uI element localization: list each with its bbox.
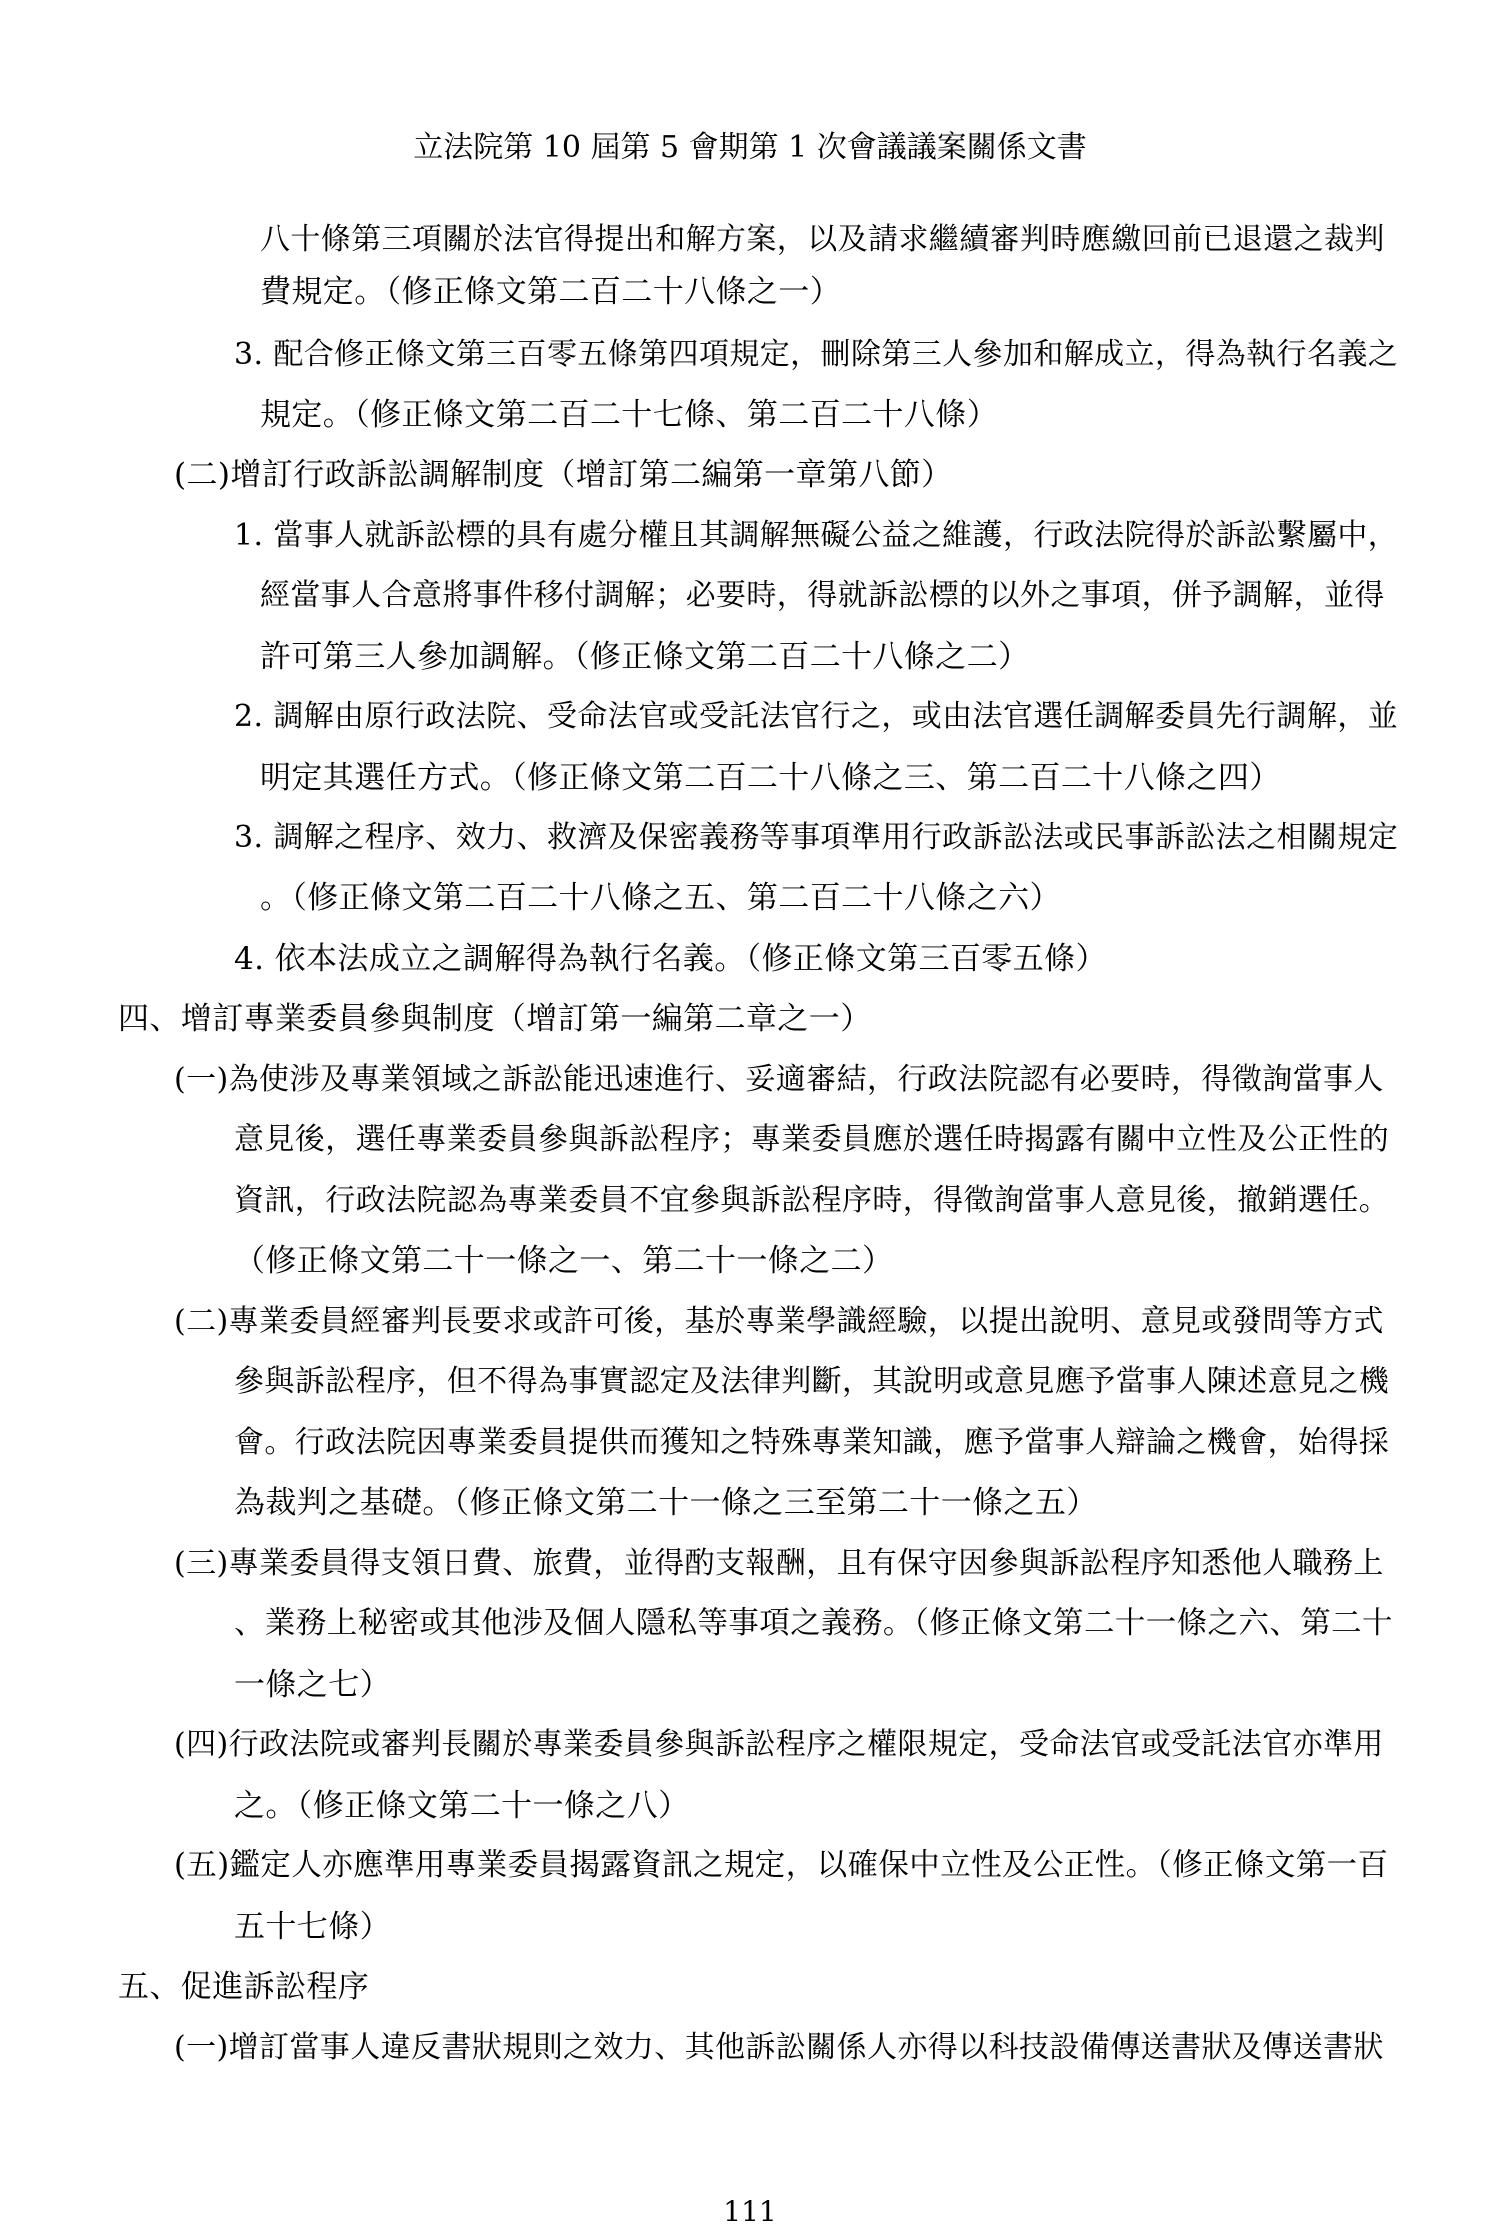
text-line: 費規定。（修正條文第二百二十八條之一）: [260, 274, 842, 310]
section-heading: 四、增訂專業委員參與制度（增訂第一編第二章之一）: [118, 1001, 872, 1037]
text-line: 明定其選任方式。（修正條文第二百二十八條之三、第二百二十八條之四）: [260, 760, 1281, 796]
text-line: 規定。（修正條文第二百二十七條、第二百二十八條）: [260, 397, 999, 433]
text-line: 3. 調解之程序、效力、救濟及保密義務等事項準用行政訴訟法或民事訴訟法之相關規定: [234, 820, 1399, 855]
section-heading: 五、促進訴訟程序: [118, 1969, 370, 2005]
text-line: 。（修正條文第二百二十八條之五、第二百二十八條之六）: [260, 880, 1061, 916]
text-line: (四)行政法院或審判長關於專業委員參與訴訟程序之權限規定，受命法官或受託法官亦準用: [174, 1727, 1384, 1762]
text-line: 會。行政法院因專業委員提供而獲知之特殊專業知識，應予當事人辯論之機會，始得採: [234, 1425, 1390, 1460]
text-line: 資訊，行政法院認為專業委員不宜參與訴訟程序時，得徵詢當事人意見後，撤銷選任。: [234, 1183, 1390, 1218]
text-line: (一)增訂當事人違反書狀規則之效力、其他訴訟關係人亦得以科技設備傳送書狀及傳送書狀: [174, 2030, 1384, 2065]
text-line: 五十七條）: [234, 1909, 391, 1945]
text-line: 許可第三人參加調解。（修正條文第二百二十八條之二）: [260, 639, 1030, 675]
page-number: 111: [723, 2195, 777, 2228]
text-line: 4. 依本法成立之調解得為執行名義。（修正條文第三百零五條）: [234, 941, 1107, 977]
text-line: (二)增訂行政訴訟調解制度（增訂第二編第一章第八節）: [174, 457, 953, 493]
text-line: (二)專業委員經審判長要求或許可後，基於專業學識經驗，以提出說明、意見或發問等方式: [174, 1304, 1384, 1339]
text-line: (一)為使涉及專業領域之訴訟能迅速進行、妥適審結，行政法院認有必要時，得徵詢當事人: [174, 1062, 1384, 1097]
text-line: 1. 當事人就訴訟標的具有處分權且其調解無礙公益之維護，行政法院得於訴訟繫屬中，: [234, 518, 1399, 553]
text-line: 八十條第三項關於法官得提出和解方案，以及請求繼續審判時應繳回前已退還之裁判: [260, 222, 1385, 257]
text-line: 、業務上秘密或其他涉及個人隱私等事項之義務。（修正條文第二十一條之六、第二十: [234, 1606, 1393, 1641]
document-header: 立法院第 10 屆第 5 會期第 1 次會議議案關係文書: [413, 130, 1087, 165]
text-line: (三)專業委員得支領日費、旅費，並得酌支報酬，且有保守因參與訴訟程序知悉他人職務上: [174, 1546, 1384, 1581]
text-line: 意見後，選任專業委員參與訴訟程序；專業委員應於選任時揭露有關中立性及公正性的: [234, 1122, 1390, 1157]
text-line: 一條之七）: [234, 1667, 391, 1703]
text-line: 之。（修正條文第二十一條之八）: [234, 1788, 690, 1824]
text-line: 經當事人合意將事件移付調解；必要時，得就訴訟標的以外之事項，併予調解，並得: [260, 578, 1385, 613]
text-line: 參與訴訟程序，但不得為事實認定及法律判斷，其說明或意見應予當事人陳述意見之機: [234, 1364, 1390, 1399]
text-line: 3. 配合修正條文第三百零五條第四項規定，刪除第三人參加和解成立，得為執行名義之: [234, 337, 1399, 372]
text-line: (五)鑑定人亦應準用專業委員揭露資訊之規定，以確保中立性及公正性。（修正條文第一百: [174, 1848, 1389, 1883]
text-line: （修正條文第二十一條之一、第二十一條之二）: [234, 1243, 894, 1279]
text-line: 為裁判之基礎。（修正條文第二十一條之三至第二十一條之五）: [234, 1485, 1098, 1521]
text-line: 2. 調解由原行政法院、受命法官或受託法官行之，或由法官選任調解委員先行調解，並: [234, 699, 1399, 734]
